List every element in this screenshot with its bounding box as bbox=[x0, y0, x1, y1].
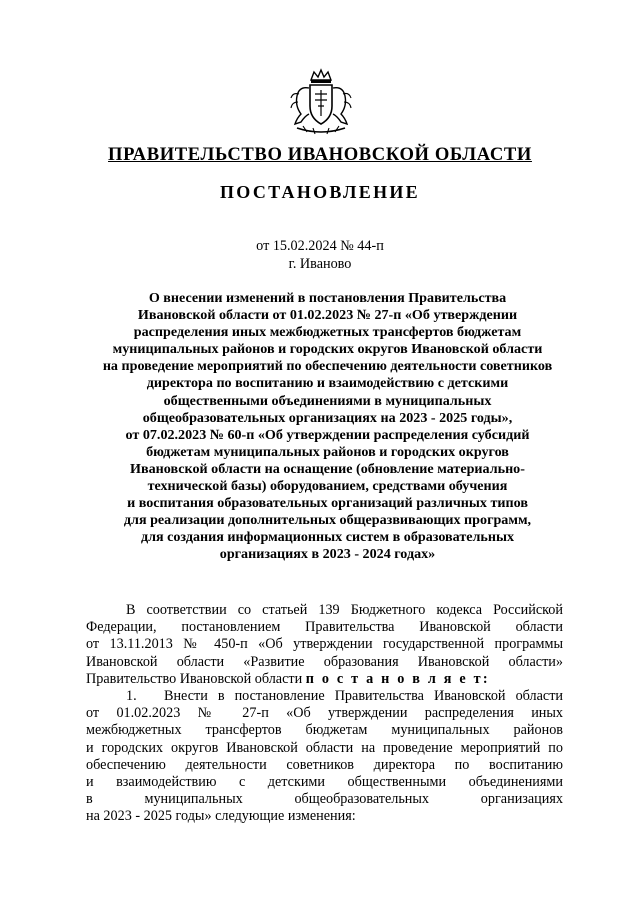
subject-line: и воспитания образовательных организаций различных типов bbox=[127, 495, 528, 512]
paragraph-line: В соответствии со статьей 139 Бюджетного кодекса Российской bbox=[126, 602, 563, 618]
paragraph-line: в муниципальных общеобразовательных организациях bbox=[86, 791, 563, 808]
item-1-paragraph bbox=[86, 688, 563, 826]
subject-line: от 07.02.2023 № 60-п «Об утверждении распределения субсидий bbox=[125, 426, 530, 443]
organization-title: ПРАВИТЕЛЬСТВО ИВАНОВСКОЙ ОБЛАСТИ bbox=[108, 144, 532, 165]
item-number: 1. bbox=[126, 688, 137, 704]
paragraph-line: обеспечению деятельности советников директора по воспитанию bbox=[86, 756, 563, 773]
subject-line: Ивановской области от 01.02.2023 № 27-п «Об утверждении bbox=[137, 307, 518, 324]
subject-line: для реализации дополнительных общеразвивающих программ, bbox=[123, 512, 532, 529]
document-subject bbox=[84, 290, 571, 564]
subject-line: распределения иных межбюджетных трансфертов бюджетам bbox=[133, 324, 522, 341]
coat-of-arms-icon bbox=[285, 66, 357, 138]
paragraph-line: Ивановской области «Развитие образования Ивановской области» bbox=[86, 653, 563, 670]
paragraph-line: от 13.11.2013 № 450-п «Об утверждении государственной программы bbox=[86, 636, 563, 653]
paragraph-line bbox=[86, 671, 563, 688]
paragraph-line bbox=[86, 688, 563, 705]
subject-line: общеобразовательных организациях на 2023 - 2025 годы», bbox=[142, 409, 513, 426]
paragraph-line: и взаимодействию с детскими общественными объединениями bbox=[86, 774, 563, 791]
subject-line: муниципальных районов и городских округов Ивановской области bbox=[112, 341, 543, 358]
paragraph-text: Правительство Ивановской области bbox=[86, 670, 303, 687]
paragraph-line: Федерации, постановлением Правительства Ивановской области bbox=[86, 619, 563, 636]
preamble-paragraph bbox=[86, 602, 563, 688]
subject-line: бюджетам муниципальных районов и городских округов bbox=[146, 443, 509, 460]
date-number: от 15.02.2024 № 44-п bbox=[256, 238, 384, 254]
subject-line: О внесении изменений в постановления Правительства bbox=[148, 290, 507, 306]
paragraph-line: и городских округов Ивановской области на проведение мероприятий по bbox=[86, 739, 563, 756]
document-type-title: ПОСТАНОВЛЕНИЕ bbox=[220, 182, 420, 202]
paragraph-line: от 01.02.2023 № 27-п «Об утверждении распределения иных bbox=[86, 705, 563, 722]
decree-word: п о с т а н о в л я е т: bbox=[305, 670, 490, 687]
paragraph-line: на 2023 - 2025 годы» следующие изменения: bbox=[86, 808, 356, 825]
subject-line: Ивановской области на оснащение (обновление материально- bbox=[130, 460, 525, 477]
paragraph-text: Внести в постановление Правительства Ивановской области bbox=[164, 688, 563, 704]
paragraph-line: межбюджетных трансфертов бюджетам муниципальных районов bbox=[86, 722, 563, 739]
subject-line: для создания информационных систем в образовательных bbox=[140, 529, 515, 546]
subject-line: технической базы) оборудованием, средствами обучения bbox=[147, 478, 508, 495]
city: г. Иваново bbox=[288, 256, 352, 272]
subject-line: общественными объединениями в муниципальных bbox=[163, 392, 492, 409]
subject-line: директора по воспитанию и взаимодействию с детскими bbox=[146, 375, 509, 392]
subject-line: на проведение мероприятий по обеспечению деятельности советников bbox=[102, 358, 553, 375]
subject-line: организациях в 2023 - 2024 годах» bbox=[219, 546, 436, 563]
